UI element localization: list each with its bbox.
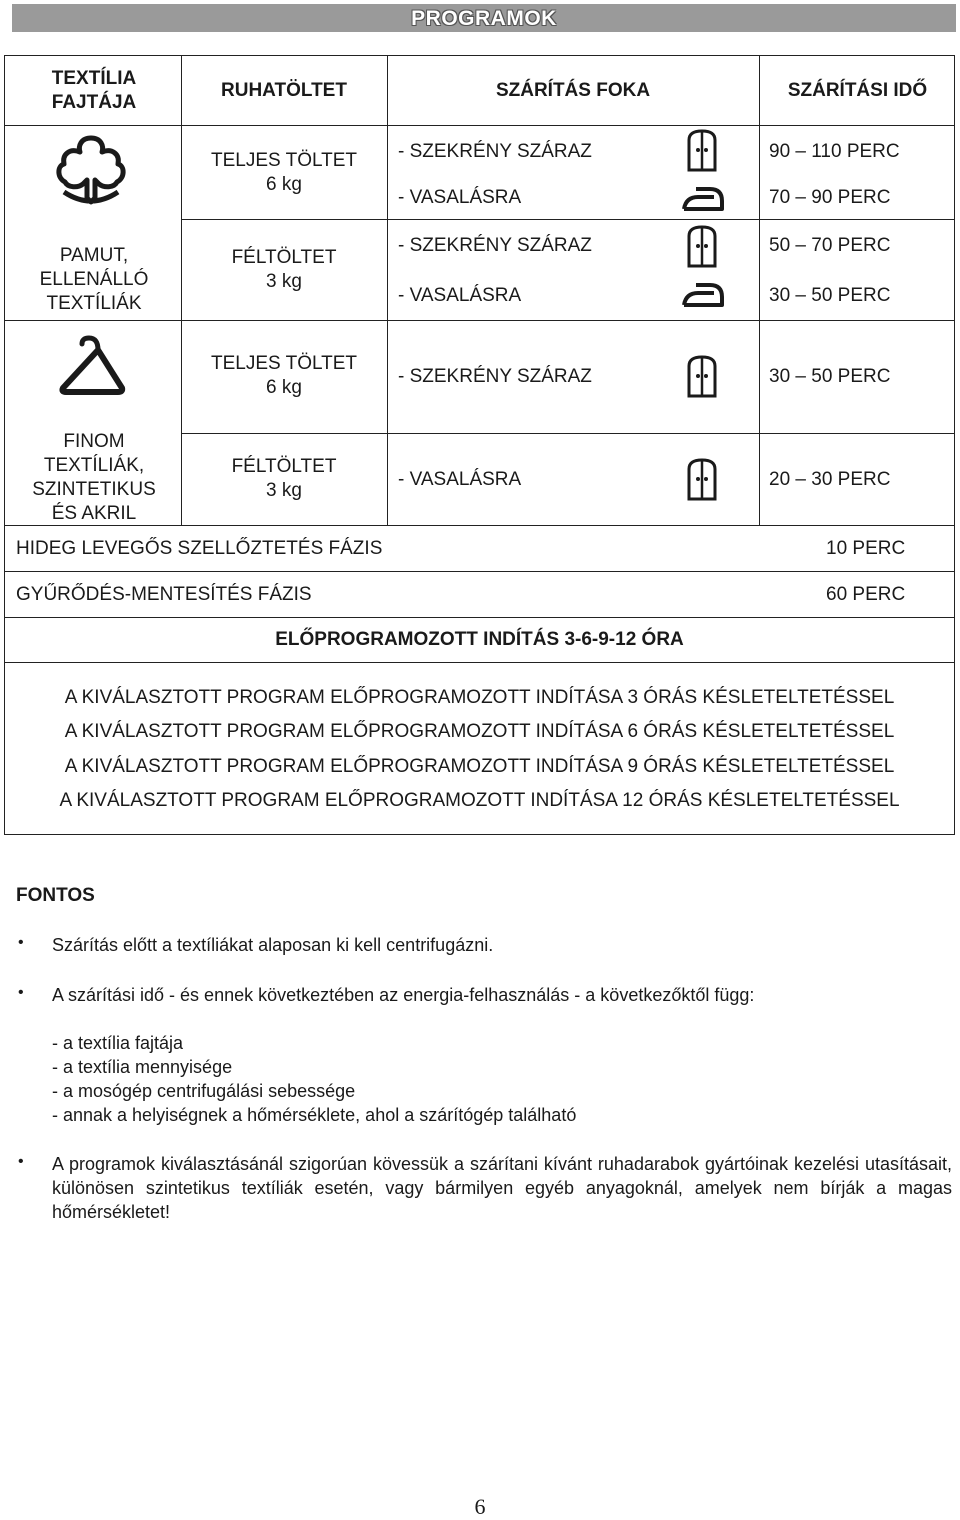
rule-cotton-end: [5, 320, 954, 321]
rule-col3: [759, 56, 760, 525]
header-dry-time: SZÁRÍTÁSI IDŐ: [787, 80, 928, 101]
delay-line-3h: A KIVÁLASZTOTT PROGRAM ELŐPROGRAMOZOTT INDÍTÁSA 3 ÓRÁS KÉSLETELTETÉSSEL: [64, 687, 895, 708]
delicate-fabric-label-text: FINOM TEXTÍLIÁK, SZINTETIKUS ÉS AKRIL: [32, 431, 156, 524]
rule-cotton-mid: [181, 219, 954, 220]
rule-cool-end: [5, 571, 954, 572]
anti-crease-time: 60 PERC: [826, 584, 906, 605]
delicate-full-load-name: TELJES TÖLTET: [210, 353, 358, 374]
note-3: A programok kiválasztásánál szigorúan kövessük a szárítani kívánt ruhadarabok gyártóinak kezelési utasításait, különösen szintetikus textíliák esetén, vagy bármilyen egyéb anyagoknál, amelyek nem bírják a magas hőmérsékletet!: [52, 1154, 952, 1222]
delay-line-6h: A KIVÁLASZTOTT PROGRAM ELŐPROGRAMOZOTT INDÍTÁSA 6 ÓRÁS KÉSLETELTETÉSSEL: [64, 721, 895, 742]
cotton-time-4: 30 – 50 PERC: [769, 285, 891, 306]
cotton-level-2: - VASALÁSRA: [398, 187, 522, 208]
delicate-level-2: - VASALÁSRA: [398, 469, 522, 490]
header-dry-level: SZÁRÍTÁS FOKA: [495, 80, 651, 101]
cotton-level-4: - VASALÁSRA: [398, 285, 522, 306]
delicate-half-load-weight: 3 kg: [266, 480, 302, 501]
delicate-time-1: 30 – 50 PERC: [769, 366, 891, 387]
wardrobe-icon: [686, 457, 718, 501]
delicate-level-1: - SZEKRÉNY SZÁRAZ: [398, 366, 592, 387]
factor-2: - a textília mennyisége: [52, 1057, 233, 1077]
wardrobe-icon: [686, 354, 718, 398]
cotton-fabric-label-text: PAMUT, ELLENÁLLÓ TEXTÍLIÁK: [39, 245, 149, 314]
cotton-time-2: 70 – 90 PERC: [769, 187, 891, 208]
cotton-half-load-weight: 3 kg: [266, 271, 302, 292]
cotton-time-1: 90 – 110 PERC: [769, 141, 900, 162]
delicate-time-2: 20 – 30 PERC: [769, 469, 891, 490]
rule-delay-title: [5, 662, 954, 663]
cotton-half-load-name: FÉLTÖLTET: [231, 247, 337, 268]
header-fabric-type: [8, 67, 180, 115]
cotton-level-3: - SZEKRÉNY SZÁRAZ: [398, 235, 592, 256]
factor-3: - a mosógép centrifugálási sebessége: [52, 1081, 356, 1101]
delay-line-9h: A KIVÁLASZTOTT PROGRAM ELŐPROGRAMOZOTT INDÍTÁSA 9 ÓRÁS KÉSLETELTETÉSSEL: [64, 756, 895, 777]
iron-icon: [682, 181, 724, 213]
anti-crease-label: GYŰRŐDÉS-MENTESÍTÉS FÁZIS: [16, 584, 312, 605]
header-load: RUHATÖLTET: [221, 80, 347, 101]
rule-delicate-mid: [181, 433, 954, 434]
cotton-full-load-weight: 6 kg: [266, 174, 302, 195]
note-1: Szárítás előtt a textíliákat alaposan ki kell centrifugázni.: [52, 935, 494, 955]
cotton-icon: [54, 132, 128, 212]
notes-heading: FONTOS: [16, 885, 95, 906]
rule-col2: [387, 56, 388, 525]
wardrobe-icon: [686, 128, 718, 172]
rule-header: [5, 125, 954, 126]
bullet-3: •: [18, 1153, 24, 1170]
delicate-fabric-label: [8, 430, 180, 526]
delicate-full-load-weight: 6 kg: [266, 377, 302, 398]
page-number: 6: [474, 1494, 486, 1519]
cotton-fabric-label: [8, 244, 180, 316]
factor-4: - annak a helyiségnek a hőmérséklete, ahol a szárítógép található: [52, 1105, 577, 1125]
delicate-half-load-name: FÉLTÖLTET: [231, 456, 337, 477]
hanger-icon: [58, 330, 126, 396]
rule-crease-end: [5, 617, 954, 618]
iron-icon: [682, 277, 724, 309]
wardrobe-icon: [686, 224, 718, 268]
factor-1: - a textília fajtája: [52, 1033, 184, 1053]
note-2: A szárítási idő - és ennek következtében az energia-felhasználás - a következőktől függ:: [52, 985, 755, 1005]
header-fabric-type-text: TEXTÍLIA FAJTÁJA: [51, 68, 137, 113]
page-title: PROGRAMOK: [411, 7, 557, 30]
delay-title: ELŐPROGRAMOZOTT INDÍTÁS 3-6-9-12 ÓRA: [275, 629, 684, 650]
cool-air-label: HIDEG LEVEGŐS SZELLŐZTETÉS FÁZIS: [16, 538, 383, 559]
cool-air-time: 10 PERC: [826, 538, 906, 559]
delay-line-12h: A KIVÁLASZTOTT PROGRAM ELŐPROGRAMOZOTT INDÍTÁSA 12 ÓRÁS KÉSLETELTETÉSSEL: [59, 790, 900, 811]
cotton-full-load-name: TELJES TÖLTET: [210, 150, 358, 171]
title-banner: [12, 4, 956, 32]
bullet-2: •: [18, 984, 24, 1001]
cotton-level-1: - SZEKRÉNY SZÁRAZ: [398, 141, 592, 162]
bullet-1: •: [18, 934, 24, 951]
cotton-time-3: 50 – 70 PERC: [769, 235, 891, 256]
